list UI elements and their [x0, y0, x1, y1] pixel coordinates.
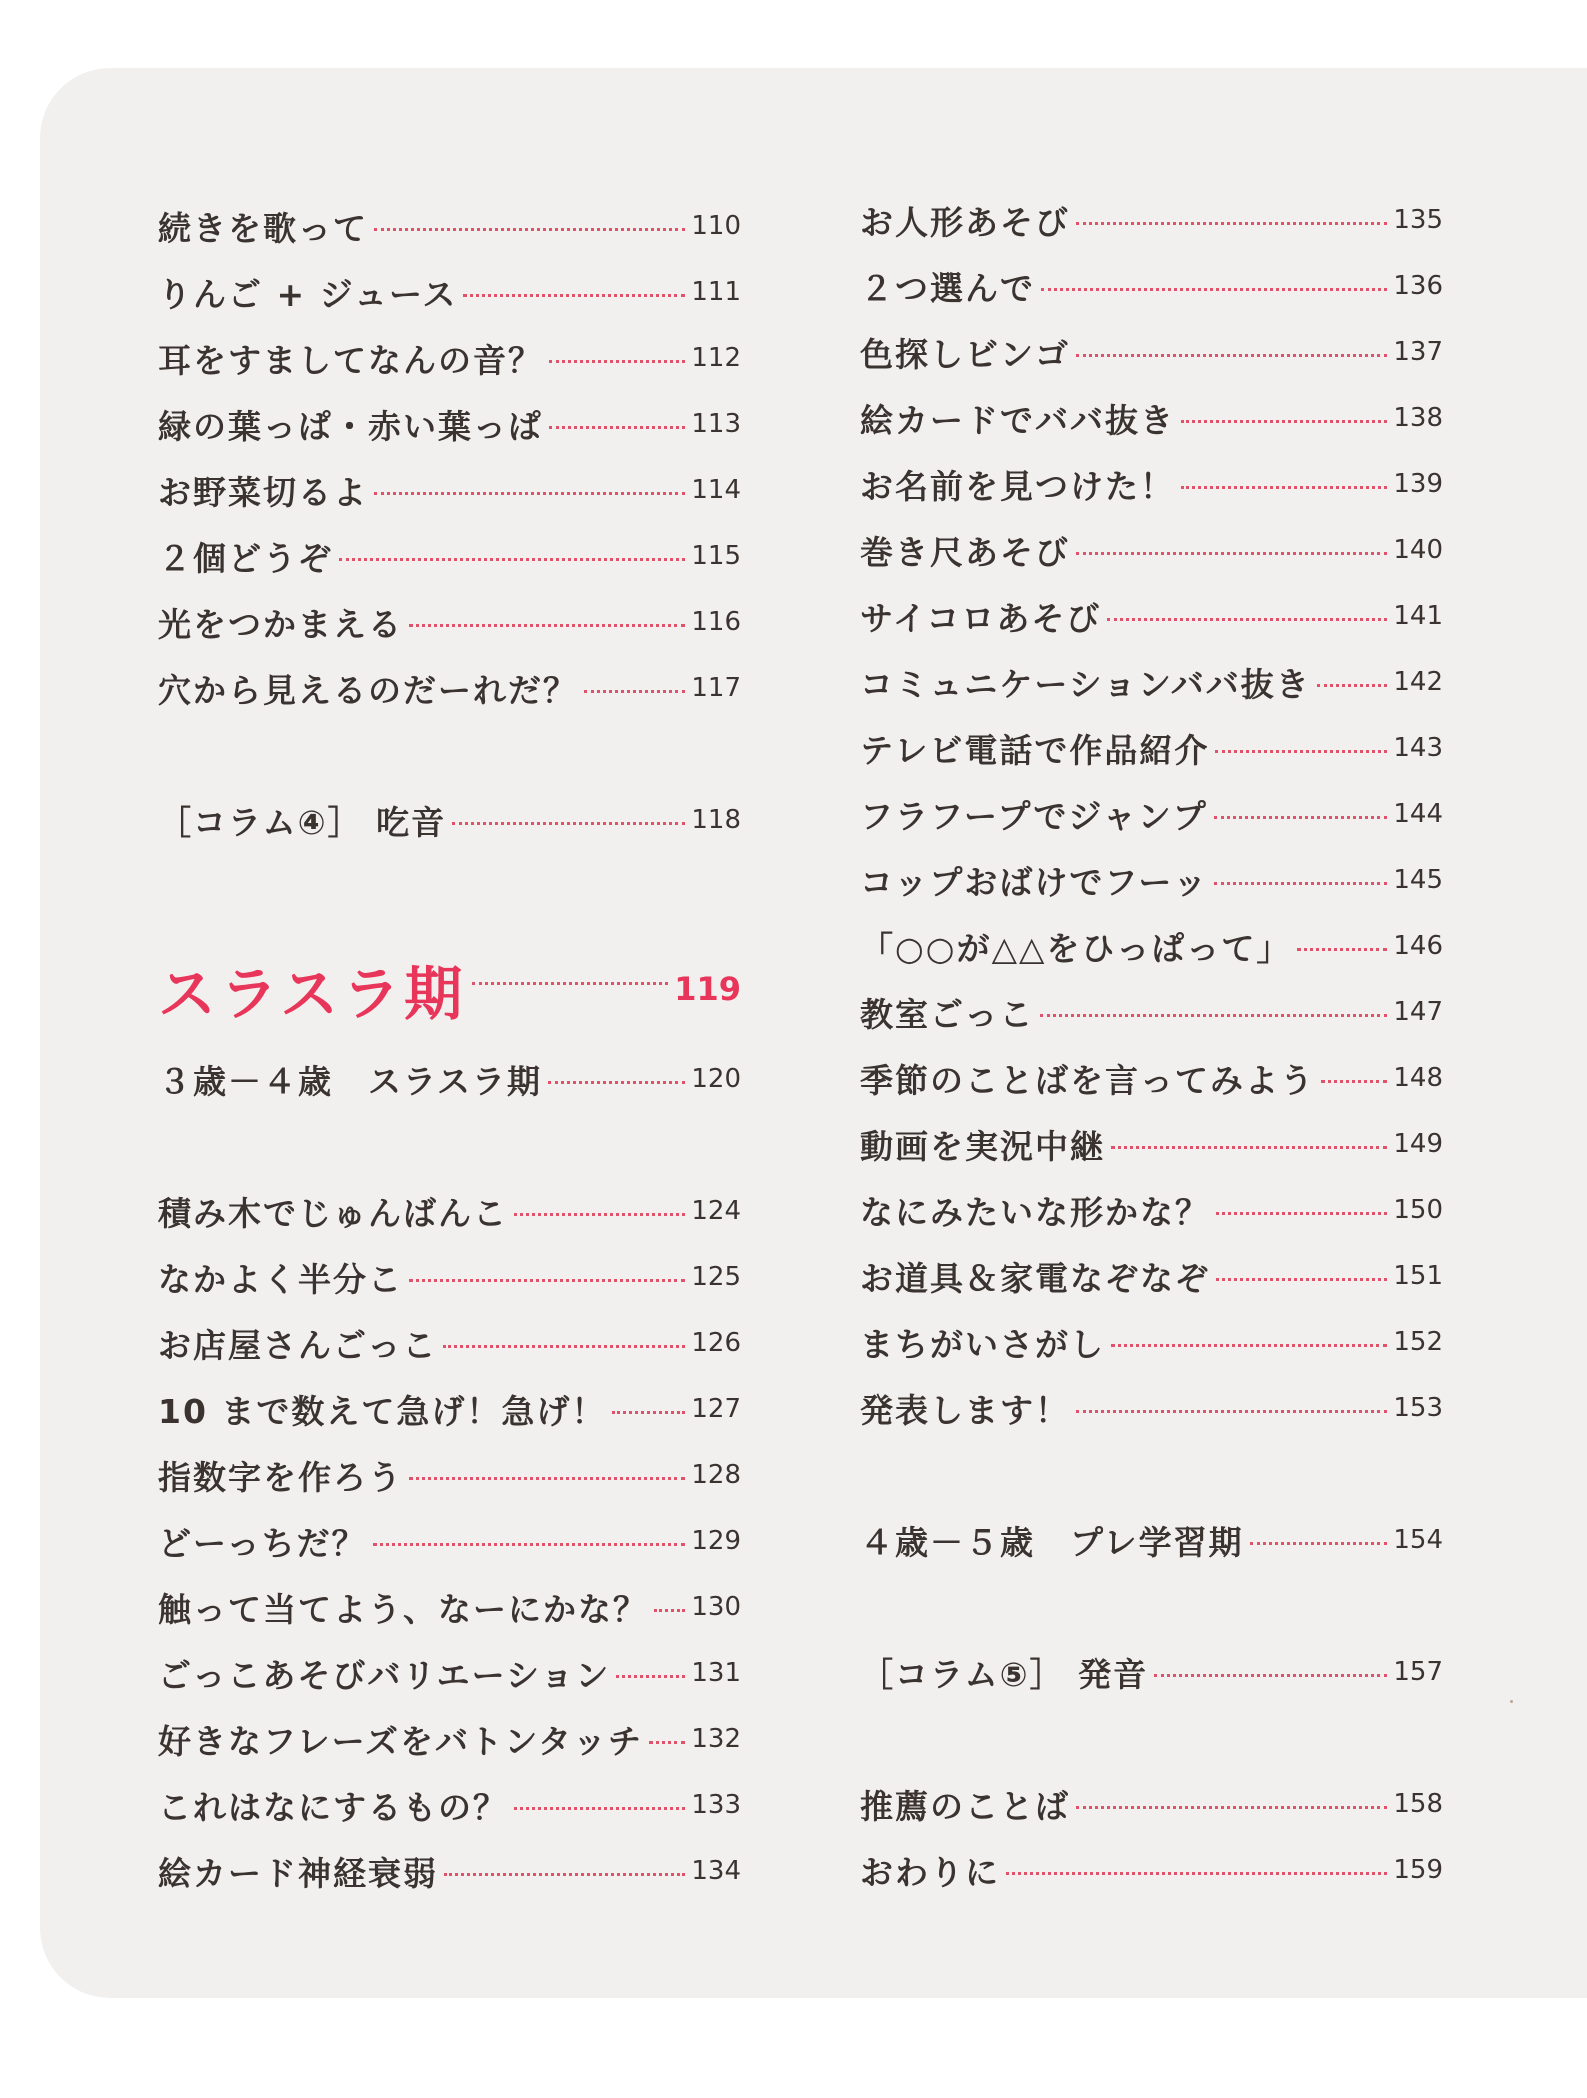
entry-title: ２つ選んで [860, 268, 1035, 308]
dotted-leader [1076, 1410, 1387, 1413]
dotted-leader [1040, 1014, 1387, 1017]
entry-title: 色探しビンゴ [860, 334, 1070, 374]
toc-entry[interactable] [158, 334, 741, 382]
entry-page: 132 [691, 1724, 741, 1754]
entry-title: ２個どうぞ [158, 538, 333, 578]
entry-title: コップおばけでフーッ [860, 862, 1209, 902]
entry-page: 125 [691, 1262, 741, 1292]
toc-entry[interactable] [158, 1451, 741, 1499]
dotted-leader [1076, 222, 1387, 225]
entry-page: 144 [1393, 799, 1443, 829]
dotted-leader [1181, 486, 1387, 489]
entry-page: 152 [1393, 1327, 1443, 1357]
entry-page: 158 [1393, 1789, 1443, 1819]
entry-title: どーっちだ？ [158, 1523, 367, 1563]
toc-entry[interactable] [158, 532, 741, 580]
entry-title: お道具＆家電なぞなぞ [860, 1258, 1210, 1298]
toc-entry[interactable] [860, 1186, 1443, 1234]
toc-entry[interactable] [158, 268, 741, 316]
toc-entry[interactable] [158, 1781, 741, 1829]
toc-entry[interactable] [158, 1319, 741, 1367]
toc-entry[interactable] [860, 1780, 1443, 1828]
toc-entry[interactable] [860, 328, 1443, 376]
toc-entry[interactable] [860, 1318, 1443, 1366]
toc-entry[interactable] [860, 1846, 1443, 1894]
toc-entry[interactable] [158, 1583, 741, 1631]
dotted-leader [443, 1345, 685, 1348]
dotted-leader [1216, 1278, 1387, 1281]
dotted-leader [374, 492, 685, 495]
entry-title: お人形あそび [860, 202, 1070, 242]
entry-title: 絵カードでババ抜き [860, 400, 1175, 440]
entry-page: 133 [691, 1790, 741, 1820]
entry-page: 142 [1393, 667, 1443, 697]
entry-title: 好きなフレーズをバトンタッチ [158, 1721, 644, 1761]
entry-title: 穴から見えるのだーれだ？ [158, 670, 578, 710]
dotted-leader [1250, 1542, 1388, 1545]
entry-page: 137 [1393, 337, 1443, 367]
toc-entry[interactable] [860, 592, 1443, 640]
toc-section-heading[interactable] [158, 953, 741, 1028]
entry-title: 絵カード神経衰弱 [158, 1853, 438, 1893]
entry-page: 146 [1393, 931, 1443, 961]
entry-title: お名前を見つけた！ [860, 466, 1175, 506]
entry-page: 136 [1393, 271, 1443, 301]
entry-title: まちがいさがし [860, 1324, 1105, 1364]
entry-title: 動画を実況中継 [860, 1126, 1105, 1166]
dotted-leader [409, 624, 685, 627]
entry-title: 触って当てよう、なーにかな？ [158, 1589, 648, 1629]
entry-page: 157 [1393, 1657, 1443, 1687]
dotted-leader [1215, 750, 1387, 753]
dotted-leader [1297, 948, 1387, 951]
toc-entry-column[interactable] [158, 796, 741, 844]
dotted-leader [1076, 552, 1387, 555]
entry-page: 128 [691, 1460, 741, 1490]
dotted-leader [1076, 1806, 1387, 1809]
entry-title: 指数字を作ろう [158, 1457, 403, 1497]
entry-title: テレビ電話で作品紹介 [860, 730, 1210, 770]
toc-entry[interactable] [860, 460, 1443, 508]
entry-title: お店屋さんごっこ [158, 1325, 438, 1365]
toc-entry[interactable] [860, 196, 1443, 244]
toc-entry[interactable] [860, 724, 1443, 772]
section-page: 119 [674, 970, 741, 1008]
toc-entry[interactable] [860, 1054, 1443, 1102]
entry-title: 光をつかまえる [158, 604, 403, 644]
entry-title: なかよく半分こ [158, 1259, 403, 1299]
dotted-leader [1076, 354, 1387, 357]
entry-page: 127 [691, 1394, 741, 1424]
entry-title: フラフープでジャンプ [860, 796, 1208, 836]
entry-page: 117 [691, 673, 741, 703]
entry-page: 140 [1393, 535, 1443, 565]
entry-title: 耳をすましてなんの音？ [158, 340, 543, 380]
entry-page: 134 [691, 1856, 741, 1886]
toc-entry[interactable] [158, 1649, 741, 1697]
toc-entry[interactable] [158, 202, 741, 250]
entry-title: ［コラム⑤］ 発音 [860, 1654, 1149, 1694]
entry-title: おわりに [860, 1852, 1000, 1892]
entry-title: ４歳－５歳 プレ学習期 [860, 1522, 1244, 1562]
entry-title: 「○○が△△をひっぱって」 [860, 928, 1292, 968]
dotted-leader [1321, 1080, 1387, 1083]
toc-entry[interactable] [860, 1252, 1443, 1300]
entry-page: 131 [691, 1658, 741, 1688]
dotted-leader [1111, 1344, 1387, 1347]
entry-page: 135 [1393, 205, 1443, 235]
entry-page: 124 [691, 1196, 741, 1226]
entry-title: これはなにするもの？ [158, 1787, 508, 1827]
toc-entry[interactable] [860, 262, 1443, 310]
section-title: スラスラ期 [158, 960, 467, 1028]
dotted-leader [1041, 288, 1387, 291]
entry-page: 143 [1393, 733, 1443, 763]
toc-entry[interactable] [860, 790, 1443, 838]
toc-entry-age[interactable] [158, 1055, 741, 1103]
paper-speck [1510, 1700, 1513, 1703]
entry-title: 推薦のことば [860, 1786, 1070, 1826]
entry-title: お野菜切るよ [158, 472, 368, 512]
dotted-leader [549, 426, 685, 429]
toc-entry-column[interactable] [860, 1648, 1443, 1696]
entry-page: 111 [691, 277, 741, 307]
entry-page: 151 [1393, 1261, 1443, 1291]
dotted-leader [409, 1477, 685, 1480]
dotted-leader [548, 1081, 685, 1084]
entry-title: ［コラム④］ 吃音 [158, 802, 447, 842]
dotted-leader [1214, 816, 1388, 819]
entry-title: 続きを歌って [158, 208, 368, 248]
toc-entry-age[interactable] [860, 1516, 1443, 1564]
dotted-leader [452, 822, 685, 825]
entry-title: 教室ごっこ [860, 994, 1035, 1034]
dotted-leader [1181, 420, 1387, 423]
entry-page: 116 [691, 607, 741, 637]
dotted-leader [1317, 684, 1388, 687]
dotted-leader [1216, 1212, 1387, 1215]
entry-title: 10 まで数えて急げ！急げ！ [158, 1391, 607, 1431]
dotted-leader [444, 1873, 685, 1876]
entry-title: ごっこあそびバリエーション [158, 1655, 611, 1695]
entry-page: 120 [691, 1064, 741, 1094]
entry-title: りんご + ジュース [158, 274, 458, 314]
entry-page: 141 [1393, 601, 1443, 631]
entry-title: 緑の葉っぱ・赤い葉っぱ [158, 406, 543, 446]
toc-entry[interactable] [860, 988, 1443, 1036]
entry-page: 129 [691, 1526, 741, 1556]
dotted-leader [514, 1213, 685, 1216]
dotted-leader [374, 228, 685, 231]
dotted-leader [373, 1543, 686, 1546]
toc-entry[interactable] [860, 394, 1443, 442]
entry-title: コミュニケーションババ抜き [860, 664, 1311, 704]
dotted-leader [409, 1279, 685, 1282]
toc-entry[interactable] [158, 1715, 741, 1763]
dotted-leader [1006, 1872, 1387, 1875]
entry-page: 126 [691, 1328, 741, 1358]
dotted-leader [339, 558, 685, 561]
dotted-leader [463, 294, 685, 297]
entry-title: 積み木でじゅんばんこ [158, 1193, 508, 1233]
toc-entry[interactable] [158, 1253, 741, 1301]
entry-page: 154 [1393, 1525, 1443, 1555]
dotted-leader [654, 1609, 685, 1612]
entry-page: 145 [1393, 865, 1443, 895]
toc-entry[interactable] [158, 1517, 741, 1565]
dotted-leader [1111, 1146, 1387, 1149]
entry-title: 季節のことばを言ってみよう [860, 1060, 1315, 1100]
dotted-leader [616, 1675, 685, 1678]
entry-page: 112 [691, 343, 741, 373]
dotted-leader [649, 1741, 685, 1744]
toc-entry[interactable] [158, 598, 741, 646]
entry-page: 138 [1393, 403, 1443, 433]
dotted-leader [1107, 618, 1387, 621]
toc-entry[interactable] [860, 1384, 1443, 1432]
dotted-leader [472, 982, 668, 985]
entry-page: 139 [1393, 469, 1443, 499]
entry-page: 114 [691, 475, 741, 505]
toc-entry[interactable] [860, 856, 1443, 904]
entry-title: サイコロあそび [860, 598, 1102, 638]
dotted-leader [584, 690, 685, 693]
toc-entry[interactable] [860, 922, 1443, 970]
entry-page: 150 [1393, 1195, 1443, 1225]
toc-entry[interactable] [158, 1385, 741, 1433]
entry-title: ３歳－４歳 スラスラ期 [158, 1061, 543, 1101]
toc-entry[interactable] [158, 1847, 741, 1895]
toc-entry[interactable] [158, 466, 741, 514]
entry-title: 巻き尺あそび [860, 532, 1070, 572]
entry-title: なにみたいな形かな？ [860, 1192, 1210, 1232]
dotted-leader [514, 1807, 685, 1810]
toc-entry[interactable] [860, 526, 1443, 574]
entry-page: 115 [691, 541, 741, 571]
toc-entry[interactable] [158, 664, 741, 712]
dotted-leader [1214, 882, 1387, 885]
entry-page: 148 [1393, 1063, 1443, 1093]
entry-title: 発表します！ [860, 1390, 1070, 1430]
entry-page: 153 [1393, 1393, 1443, 1423]
entry-page: 159 [1393, 1855, 1443, 1885]
entry-page: 118 [691, 805, 741, 835]
dotted-leader [549, 360, 685, 363]
toc-entry[interactable] [860, 1120, 1443, 1168]
dotted-leader [612, 1411, 685, 1414]
dotted-leader [1154, 1674, 1387, 1677]
toc-entry[interactable] [860, 658, 1443, 706]
toc-entry[interactable] [158, 1187, 741, 1235]
toc-entry[interactable] [158, 400, 741, 448]
entry-page: 113 [691, 409, 741, 439]
entry-page: 110 [691, 211, 741, 241]
entry-page: 149 [1393, 1129, 1443, 1159]
entry-page: 130 [691, 1592, 741, 1622]
entry-page: 147 [1393, 997, 1443, 1027]
